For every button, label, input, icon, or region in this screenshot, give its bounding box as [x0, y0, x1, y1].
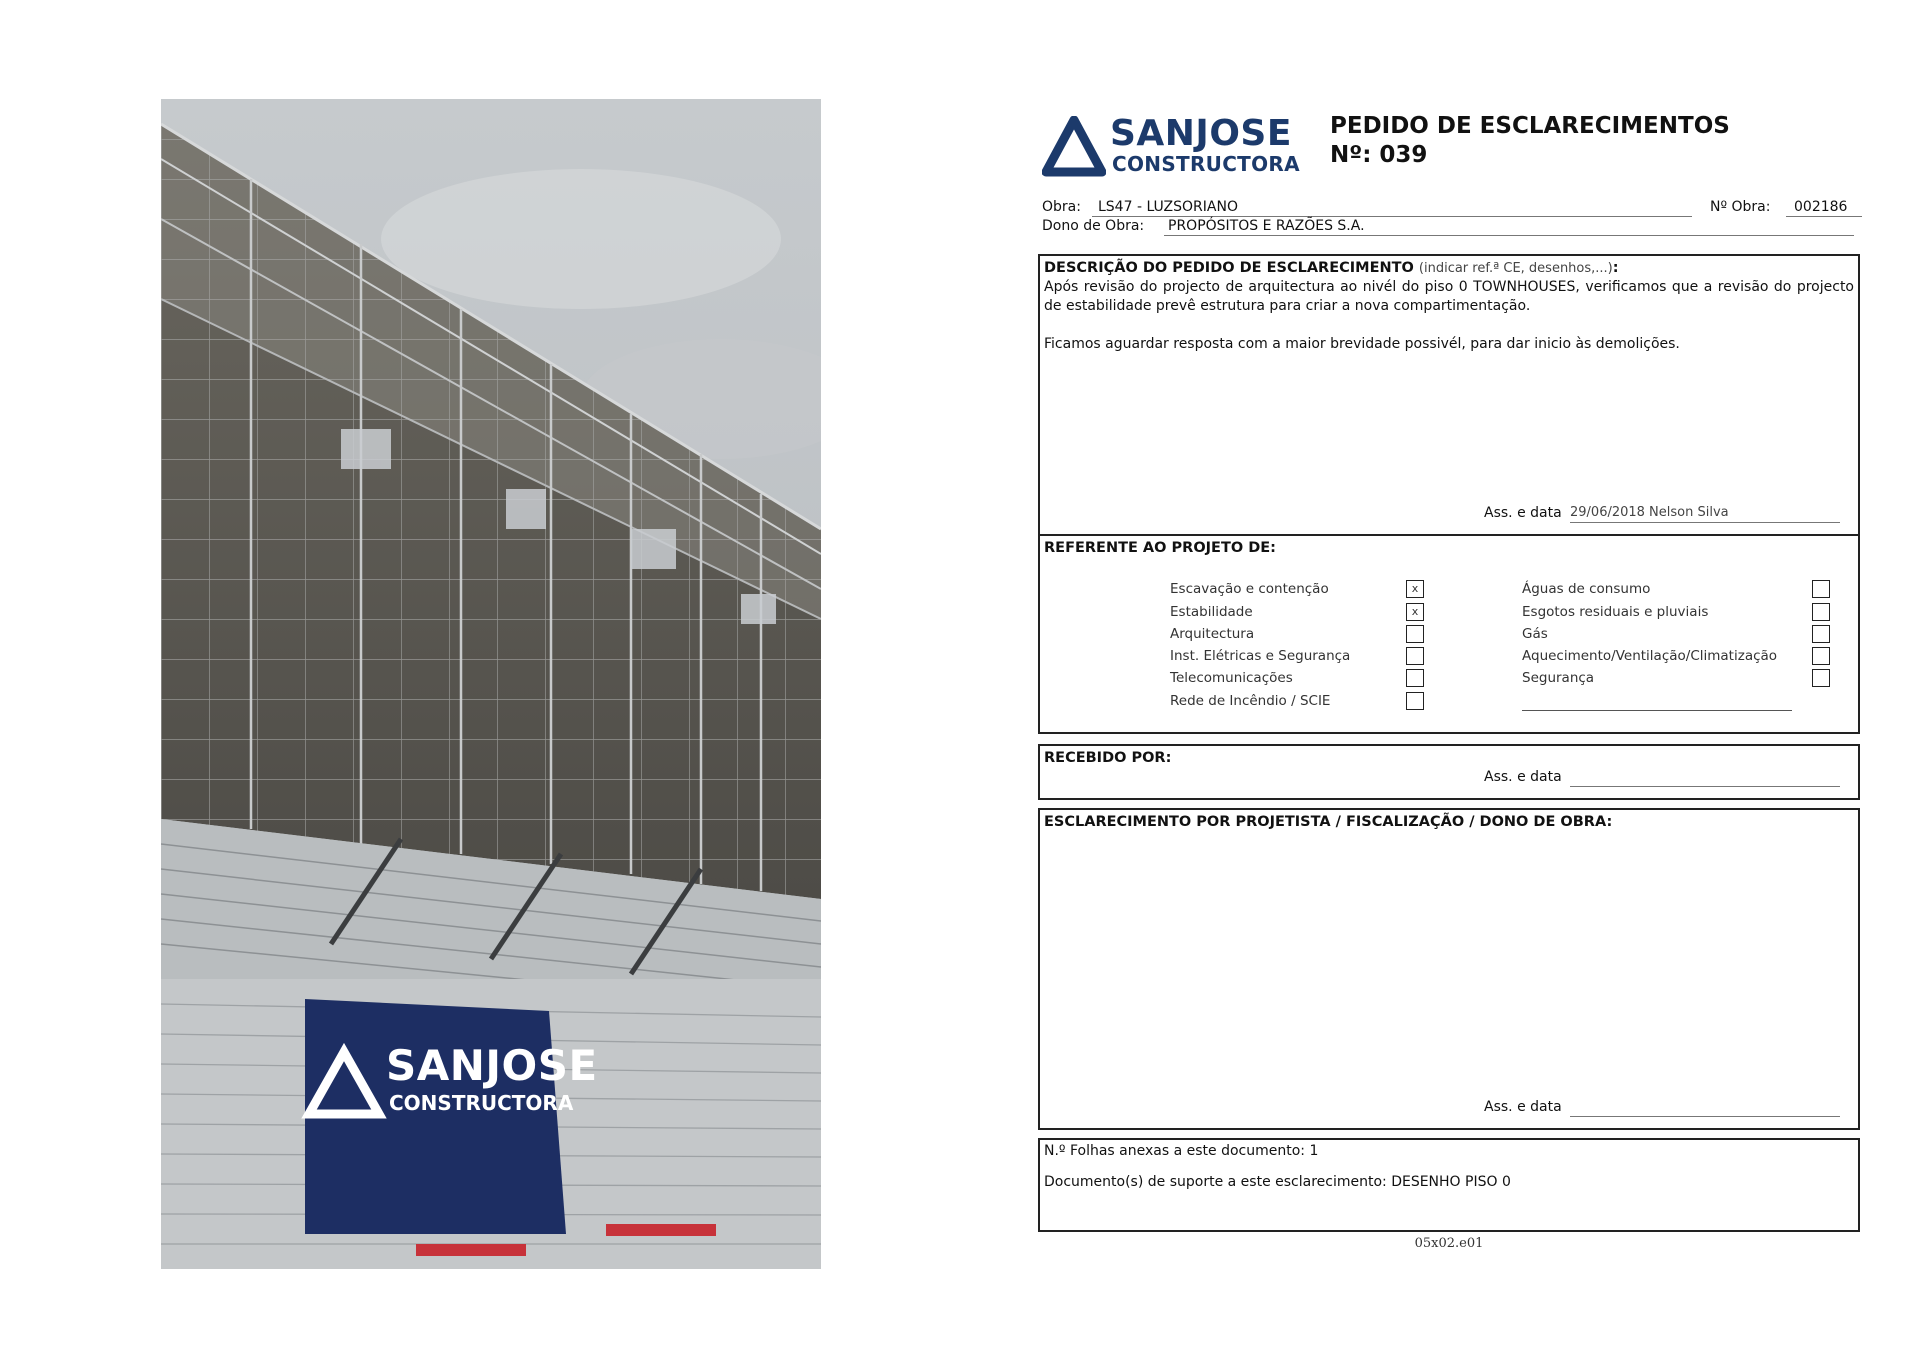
project-item-estabilidade: Estabilidade: [1170, 604, 1253, 620]
project-item-rede-incendio: Rede de Incêndio / SCIE: [1170, 693, 1331, 709]
checkbox-escavacao[interactable]: x: [1406, 580, 1424, 598]
project-item-avac: Aquecimento/Ventilação/Climatização: [1522, 648, 1778, 664]
construction-site-photo: [161, 99, 821, 1269]
received-sign-value[interactable]: [1570, 768, 1840, 787]
project-item-escavacao: Escavação e contenção: [1170, 581, 1329, 597]
checkbox-inst-eletricas[interactable]: [1406, 647, 1424, 665]
dono-value: PROPÓSITOS E RAZÕES S.A.: [1164, 217, 1854, 236]
project-item-seguranca: Segurança: [1522, 670, 1595, 686]
checkbox-arquitectura[interactable]: [1406, 625, 1424, 643]
description-paragraph-2: Ficamos aguardar resposta com a maior brevidade possivél, para dar inicio às demolições.: [1044, 336, 1680, 352]
form-code: 05x02.e01: [1414, 1236, 1484, 1251]
received-title: RECEBIDO POR:: [1044, 750, 1172, 766]
logo-brand: SANJOSE: [1110, 113, 1292, 154]
checkbox-gas[interactable]: [1812, 625, 1830, 643]
checkbox-telecomunicacoes[interactable]: [1406, 669, 1424, 687]
description-title-text: DESCRIÇÃO DO PEDIDO DE ESCLARECIMENTO: [1044, 260, 1414, 276]
project-item-inst-eletricas: Inst. Elétricas e Segurança: [1170, 648, 1351, 664]
obra-value: LS47 - LUZSORIANO: [1092, 198, 1692, 217]
checkbox-aguas[interactable]: [1812, 580, 1830, 598]
annex-section: [1038, 1138, 1860, 1232]
clarification-title: ESCLARECIMENTO POR PROJETISTA / FISCALIZAÇÃO / DONO DE OBRA:: [1044, 814, 1613, 830]
dono-label: Dono de Obra:: [1042, 218, 1145, 234]
other-project-line[interactable]: [1522, 710, 1792, 711]
clarification-sign-value[interactable]: [1570, 1098, 1840, 1117]
project-item-esgotos: Esgotos residuais e pluviais: [1522, 604, 1709, 620]
description-hint: (indicar ref.ª CE, desenhos,...): [1418, 261, 1613, 276]
description-paragraph-1: Após revisão do projecto de arquitectura ao nivél do piso 0 TOWNHOUSES, verificamos que a revisão do projecto de estabilidade prevê estrutura para criar a nova compartimentação.: [1044, 279, 1854, 314]
project-item-telecomunicacoes: Telecomunicações: [1170, 670, 1293, 686]
project-section: [1038, 534, 1860, 734]
sanjose-triangle-icon: [1042, 116, 1106, 178]
project-title: REFERENTE AO PROJETO DE:: [1044, 540, 1276, 556]
checkbox-esgotos[interactable]: [1812, 603, 1830, 621]
logo-sub: CONSTRUCTORA: [1112, 152, 1300, 176]
checkbox-avac[interactable]: [1812, 647, 1830, 665]
description-colon: :: [1612, 260, 1619, 276]
sanjose-logo: [1042, 112, 1300, 180]
document-title-line1: PEDIDO DE ESCLARECIMENTOS: [1330, 113, 1730, 139]
annex-support-documents: Documento(s) de suporte a este esclarecimento: DESENHO PISO 0: [1044, 1174, 1511, 1190]
description-section: [1038, 254, 1860, 536]
nobra-label: Nº Obra:: [1710, 199, 1771, 215]
description-body: [1044, 278, 1854, 373]
document-title: [1330, 112, 1730, 170]
description-title: [1044, 258, 1619, 279]
checkbox-estabilidade[interactable]: x: [1406, 603, 1424, 621]
project-item-gas: Gás: [1522, 626, 1548, 642]
description-sign-label: Ass. e data: [1484, 505, 1562, 521]
nobra-value: 002186: [1786, 198, 1862, 217]
sign-brand-text: SANJOSE: [386, 1041, 598, 1090]
clarification-section: [1038, 808, 1860, 1130]
sign-sub-text: CONSTRUCTORA: [389, 1091, 574, 1115]
description-sign-value: 29/06/2018 Nelson Silva: [1570, 504, 1840, 523]
received-sign-label: Ass. e data: [1484, 769, 1562, 785]
received-section: [1038, 744, 1860, 800]
clarification-sign-label: Ass. e data: [1484, 1099, 1562, 1115]
project-item-arquitectura: Arquitectura: [1170, 626, 1255, 642]
document-number: Nº: 039: [1330, 142, 1428, 168]
project-item-aguas: Águas de consumo: [1522, 581, 1651, 597]
checkbox-seguranca[interactable]: [1812, 669, 1830, 687]
annex-sheets: N.º Folhas anexas a este documento: 1: [1044, 1143, 1319, 1159]
checkbox-rede-incendio[interactable]: [1406, 692, 1424, 710]
clarification-request-form: [1036, 100, 1862, 1260]
obra-label: Obra:: [1042, 199, 1081, 215]
